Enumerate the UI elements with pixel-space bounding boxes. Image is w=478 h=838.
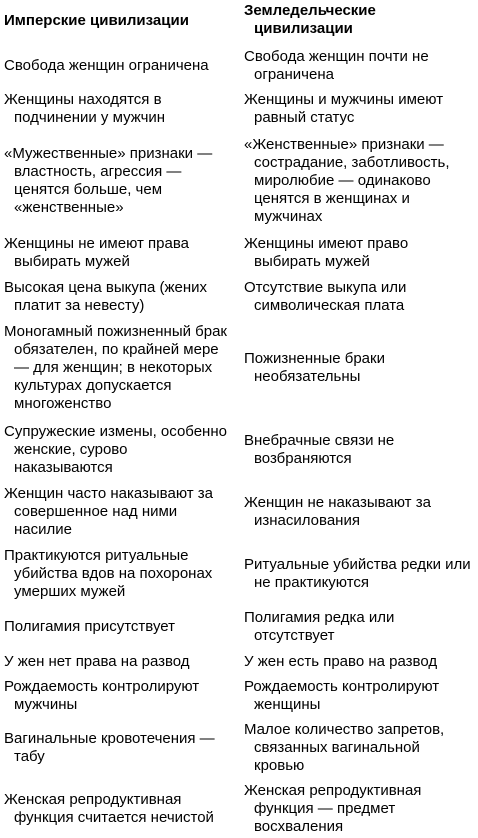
cell-agricultural: Ритуальные убийства редки или не практикуются: [244, 556, 471, 591]
table-row: [0, 420, 478, 480]
cell-agricultural: «Женственные» признаки — сострадание, заботливость, миролюбие — одинаково ценятся в женщинах и мужчинах: [244, 136, 450, 225]
cell-imperial: Моногамный пожизненный брак обязателен, по крайней мере — для женщин; в некоторых культурах допускается многоженство: [4, 323, 227, 412]
cell-agricultural: Свобода женщин почти не ограничена: [244, 48, 429, 83]
cell-imperial: Женская репродуктивная функция считается нечистой: [4, 791, 214, 826]
table-row: [0, 651, 478, 673]
cell-agricultural: У жен есть право на развод: [244, 653, 438, 670]
cell-agricultural: Малое количество запретов, связанных вагинальной кровью: [244, 721, 445, 774]
table-row: [0, 46, 478, 86]
table-row: [0, 780, 478, 838]
table-row: [0, 482, 478, 542]
cell-agricultural: Полигамия редка или отсутствует: [244, 609, 395, 644]
cell-agricultural: Пожизненные браки необязательны: [244, 350, 385, 385]
cell-agricultural: Внебрачные связи не возбраняются: [244, 432, 395, 467]
table-row: [0, 88, 478, 130]
cell-imperial: Рождаемость контролируют мужчины: [4, 678, 200, 713]
cell-imperial: Вагинальные кровотечения — табу: [4, 730, 215, 765]
cell-agricultural: Рождаемость контролируют женщины: [244, 678, 440, 713]
cell-imperial: Полигамия присутствует: [4, 618, 175, 635]
cell-imperial: Женщин часто наказывают за совершенное над ними насилие: [4, 485, 214, 538]
table-row: [0, 606, 478, 648]
cell-imperial: У жен нет права на развод: [4, 653, 190, 670]
table-row: [0, 232, 478, 274]
table-row: [0, 320, 478, 416]
cell-imperial: Свобода женщин ограничена: [4, 57, 209, 74]
cell-agricultural: Женская репродуктивная функция — предмет восхваления: [244, 782, 422, 835]
cell-agricultural: Женщины и мужчины имеют равный статус: [244, 91, 444, 126]
table-row: [0, 133, 478, 229]
table-row: [0, 718, 478, 778]
column-header-imperial: Имперские цивилизации: [4, 12, 189, 29]
cell-imperial: Практикуются ритуальные убийства вдов на похоронах умерших мужей: [4, 547, 213, 600]
cell-imperial: Супружеские измены, особенно женские, сурово наказываются: [4, 423, 227, 476]
cell-imperial: «Мужественные» признаки — властность, агрессия — ценятся больше, чем «женственные»: [4, 145, 213, 216]
cell-imperial: Женщины находятся в подчинении у мужчин: [4, 91, 166, 126]
table-row: [0, 276, 478, 318]
cell-imperial: Высокая цена выкупа (жених платит за невесту): [4, 279, 208, 314]
cell-agricultural: Женщин не наказывают за изнасилования: [244, 494, 431, 529]
cell-agricultural: Отсутствие выкупа или символическая плата: [244, 279, 407, 314]
cell-imperial: Женщины не имеют права выбирать мужей: [4, 235, 189, 270]
table-row: [0, 675, 478, 717]
column-header-agricultural: Земледельческие цивилизации: [244, 2, 376, 37]
table-row: [0, 544, 478, 604]
cell-agricultural: Женщины имеют право выбирать мужей: [244, 235, 409, 270]
